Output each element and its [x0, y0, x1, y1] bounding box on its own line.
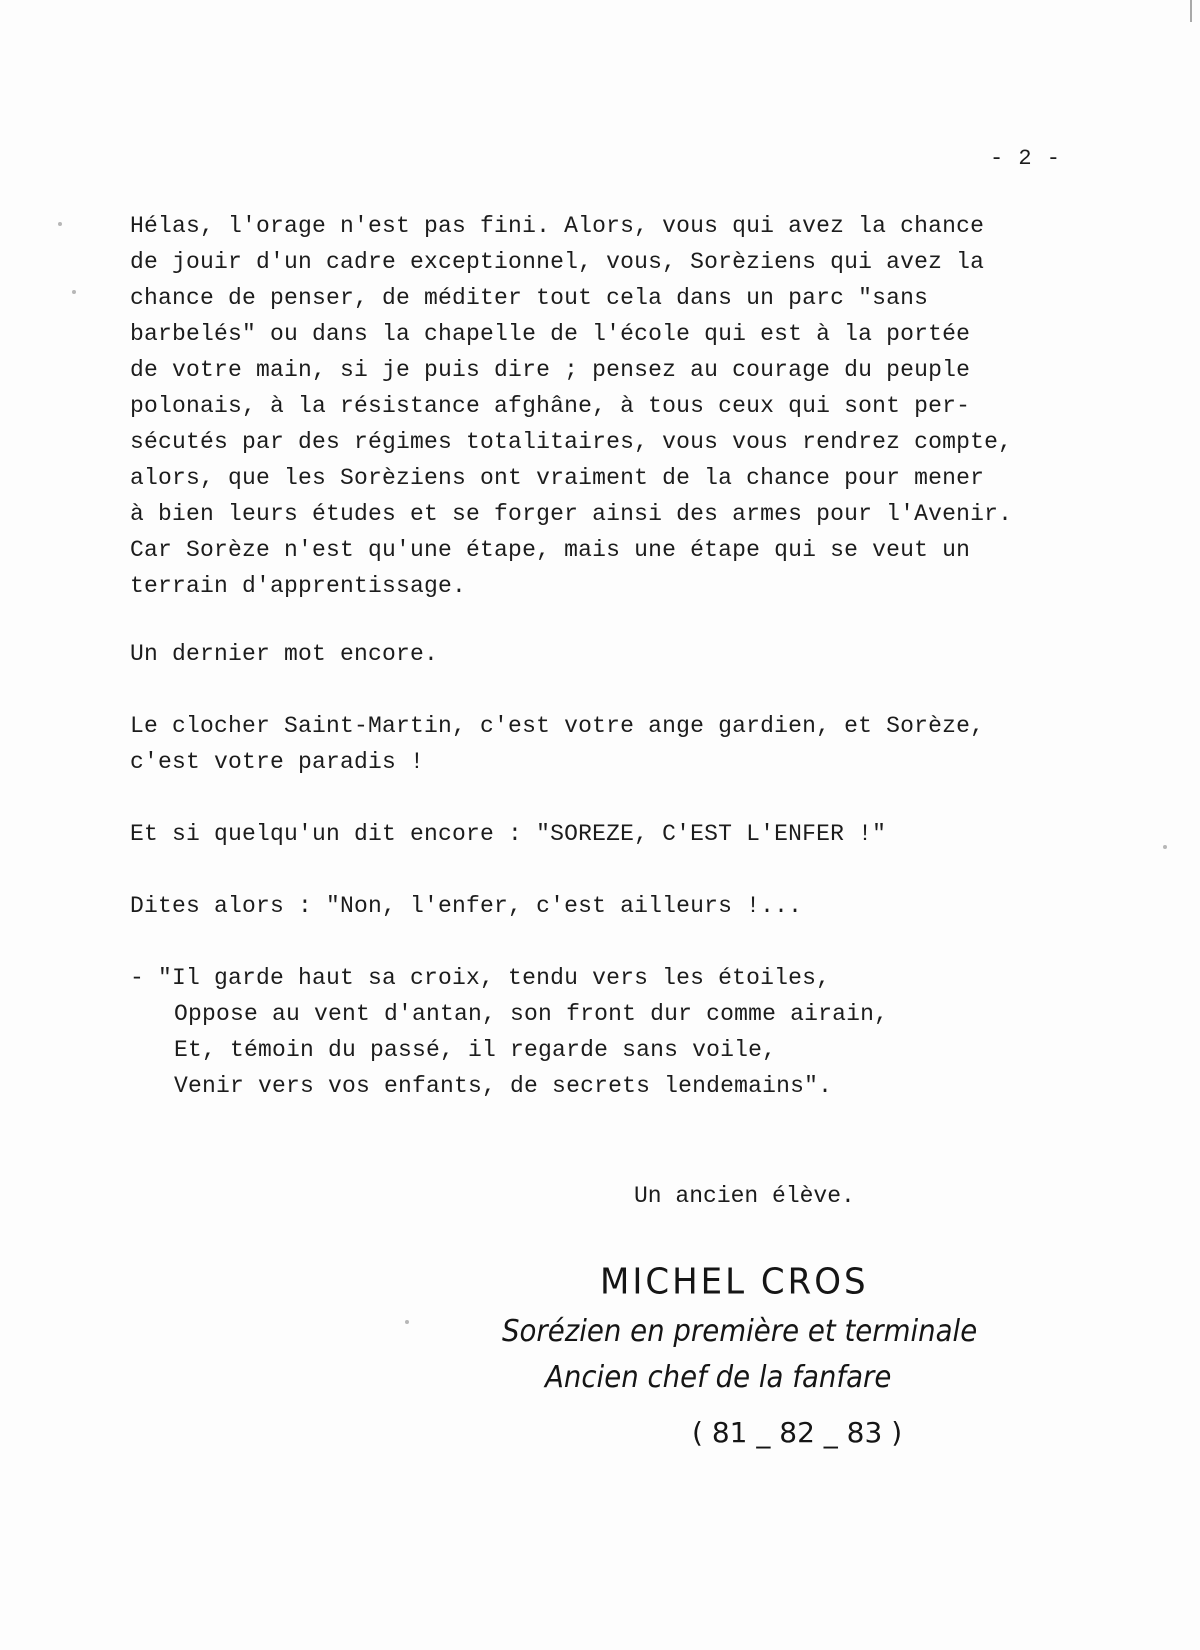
text-line: polonais, à la résistance afghâne, à tous ceux qui sont per-	[130, 393, 971, 419]
text-line: de jouir d'un cadre exceptionnel, vous, Sorèziens qui avez la	[130, 249, 985, 275]
text-line: de votre main, si je puis dire ; pensez au courage du peuple	[130, 357, 971, 383]
text-line: sécutés par des régimes totalitaires, vous vous rendrez compte,	[130, 429, 1013, 455]
text-line: chance de penser, de méditer tout cela dans un parc "sans	[130, 285, 929, 311]
scan-speck	[1163, 845, 1167, 849]
scan-edge-mark	[1178, 0, 1192, 22]
handwritten-role-fanfare: Ancien chef de la fanfare	[545, 1360, 892, 1395]
closing-signature: Un ancien élève.	[634, 1183, 855, 1209]
paragraph-enfer-quote: Et si quelqu'un dit encore : "SOREZE, C'EST L'ENFER !"	[130, 821, 887, 847]
text-line: alors, que les Sorèziens ont vraiment de la chance pour mener	[130, 465, 985, 491]
scan-speck	[58, 222, 62, 226]
scan-speck	[72, 290, 76, 294]
text-line: à bien leurs études et se forger ainsi des armes pour l'Avenir.	[130, 501, 1013, 527]
handwritten-role: Sorézien en première et terminale	[502, 1314, 978, 1349]
handwritten-years: ( 81 _ 82 _ 83 )	[692, 1416, 903, 1449]
text-line: Hélas, l'orage n'est pas fini. Alors, vous qui avez la chance	[130, 213, 985, 239]
poem-stanza	[130, 960, 888, 1104]
text-line: terrain d'apprentissage.	[130, 573, 467, 599]
poem-line: - "Il garde haut sa croix, tendu vers les étoiles,	[130, 965, 831, 991]
page-number: - 2 -	[990, 146, 1062, 171]
poem-line: Venir vers vos enfants, de secrets lendemains".	[174, 1073, 833, 1099]
text-line: barbelés" ou dans la chapelle de l'école qui est à la portée	[130, 321, 971, 347]
text-line: Le clocher Saint-Martin, c'est votre ange gardien, et Sorèze,	[130, 713, 985, 739]
paragraph-last-word: Un dernier mot encore.	[130, 641, 439, 667]
poem-line: Et, témoin du passé, il regarde sans voile,	[174, 1037, 777, 1063]
text-line: Car Sorèze n'est qu'une étape, mais une étape qui se veut un	[130, 537, 971, 563]
scan-speck	[405, 1320, 409, 1324]
poem-line: Oppose au vent d'antan, son front dur comme airain,	[174, 1001, 889, 1027]
paragraph-clocher	[130, 708, 1090, 780]
text-line: c'est votre paradis !	[130, 749, 425, 775]
paragraph-main	[130, 208, 1090, 604]
handwritten-name: MICHEL CROS	[600, 1261, 869, 1303]
paragraph-dites-alors: Dites alors : "Non, l'enfer, c'est ailleurs !...	[130, 893, 803, 919]
